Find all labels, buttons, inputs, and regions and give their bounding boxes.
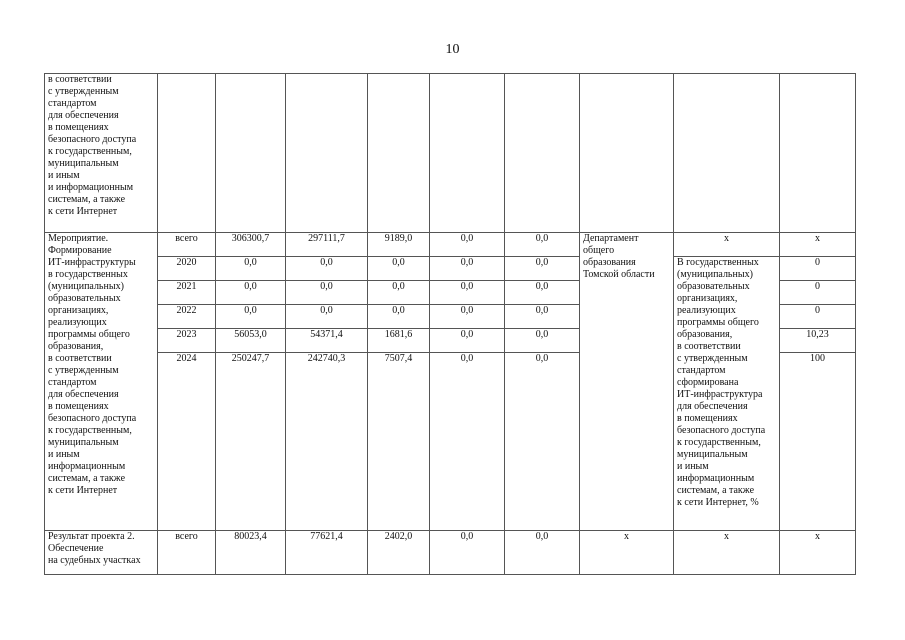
cell-empty xyxy=(580,74,674,233)
cell-empty xyxy=(216,74,286,233)
cell-value: 2402,0 xyxy=(368,531,430,575)
cell-value: 0,0 xyxy=(430,257,505,281)
cell-indicator-value: 0 xyxy=(780,305,856,329)
page-number: 10 xyxy=(445,42,460,57)
cell-value: 0,0 xyxy=(430,305,505,329)
cell-value: 0,0 xyxy=(430,531,505,575)
cell-value: 0,0 xyxy=(505,353,580,531)
cell-value: 56053,0 xyxy=(216,329,286,353)
cell-measure-description: Мероприятие. Формирование ИТ-инфраструктуры в государственных (муниципальных) образовательных организациях, реализующих программы общего образования, в соответствии с утвержденным стандартом для обеспечения в помещениях безопасного доступа к государственным, муниципальным и иным информационным системам, а также к сети Интернет xyxy=(45,233,158,531)
cell-value: 0,0 xyxy=(216,281,286,305)
cell-value: 0,0 xyxy=(286,257,368,281)
cell-value: 0,0 xyxy=(368,257,430,281)
cell-indicator-value: х xyxy=(780,531,856,575)
cell-value: 0,0 xyxy=(505,281,580,305)
cell-value: 0,0 xyxy=(505,233,580,257)
cell-empty xyxy=(674,74,780,233)
budget-table xyxy=(44,73,856,575)
cell-year: 2024 xyxy=(158,353,216,531)
cell-empty xyxy=(430,74,505,233)
cell-indicator-value: 100 xyxy=(780,353,856,531)
cell-value: 0,0 xyxy=(430,281,505,305)
cell-value: 0,0 xyxy=(368,305,430,329)
table-row-result xyxy=(45,531,856,575)
cell-value: 80023,4 xyxy=(216,531,286,575)
cell-indicator-value: 0 xyxy=(780,281,856,305)
cell-year: всего xyxy=(158,233,216,257)
cell-indicator-value: 0 xyxy=(780,257,856,281)
table-row xyxy=(45,257,856,281)
cell-value: 0,0 xyxy=(505,257,580,281)
cell-value: 0,0 xyxy=(368,281,430,305)
cell-indicator-total: х xyxy=(674,233,780,257)
cell-indicator-name: В государственных (муниципальных) образовательных организациях, реализующих программы общего образования, в соответствии с утвержденным стандартом сформирована ИТ-инфраструктура для обеспечения в помещениях безопасного доступа к государственным, муниципальным и иным информационным системам, а также к сети Интернет, % xyxy=(674,257,780,531)
cell-value: 0,0 xyxy=(286,281,368,305)
cell-indicator-value: х xyxy=(780,233,856,257)
cell-empty xyxy=(158,74,216,233)
cell-value: 297111,7 xyxy=(286,233,368,257)
cell-value: 0,0 xyxy=(505,531,580,575)
cell-year: 2020 xyxy=(158,257,216,281)
cell-value: 250247,7 xyxy=(216,353,286,531)
cell-empty xyxy=(505,74,580,233)
cell-value: 0,0 xyxy=(505,329,580,353)
cell-value: 54371,4 xyxy=(286,329,368,353)
cell-indicator-name: х xyxy=(674,531,780,575)
cell-value: 9189,0 xyxy=(368,233,430,257)
cell-executor: х xyxy=(580,531,674,575)
cell-value: 0,0 xyxy=(430,329,505,353)
cell-value: 0,0 xyxy=(430,353,505,531)
cell-value: 0,0 xyxy=(286,305,368,329)
cell-empty xyxy=(286,74,368,233)
cell-year: 2021 xyxy=(158,281,216,305)
cell-value: 1681,6 xyxy=(368,329,430,353)
cell-value: 242740,3 xyxy=(286,353,368,531)
cell-value: 306300,7 xyxy=(216,233,286,257)
cell-value: 7507,4 xyxy=(368,353,430,531)
cell-value: 0,0 xyxy=(216,305,286,329)
cell-empty xyxy=(368,74,430,233)
cell-year: 2022 xyxy=(158,305,216,329)
cell-year: всего xyxy=(158,531,216,575)
cell-description: в соответствии с утвержденным стандартом для обеспечения в помещениях безопасного доступа к государственным, муниципальным и иным и информационным системам, а также к сети Интернет xyxy=(45,74,158,233)
table-row-continuation xyxy=(45,74,856,233)
cell-value: 77621,4 xyxy=(286,531,368,575)
cell-result-description: Результат проекта 2. Обеспечение на судебных участках xyxy=(45,531,158,575)
cell-indicator-value: 10,23 xyxy=(780,329,856,353)
cell-executor: Департамент общего образования Томской области xyxy=(580,233,674,531)
cell-empty xyxy=(780,74,856,233)
cell-value: 0,0 xyxy=(505,305,580,329)
cell-value: 0,0 xyxy=(216,257,286,281)
cell-value: 0,0 xyxy=(430,233,505,257)
table-row xyxy=(45,233,856,257)
cell-year: 2023 xyxy=(158,329,216,353)
